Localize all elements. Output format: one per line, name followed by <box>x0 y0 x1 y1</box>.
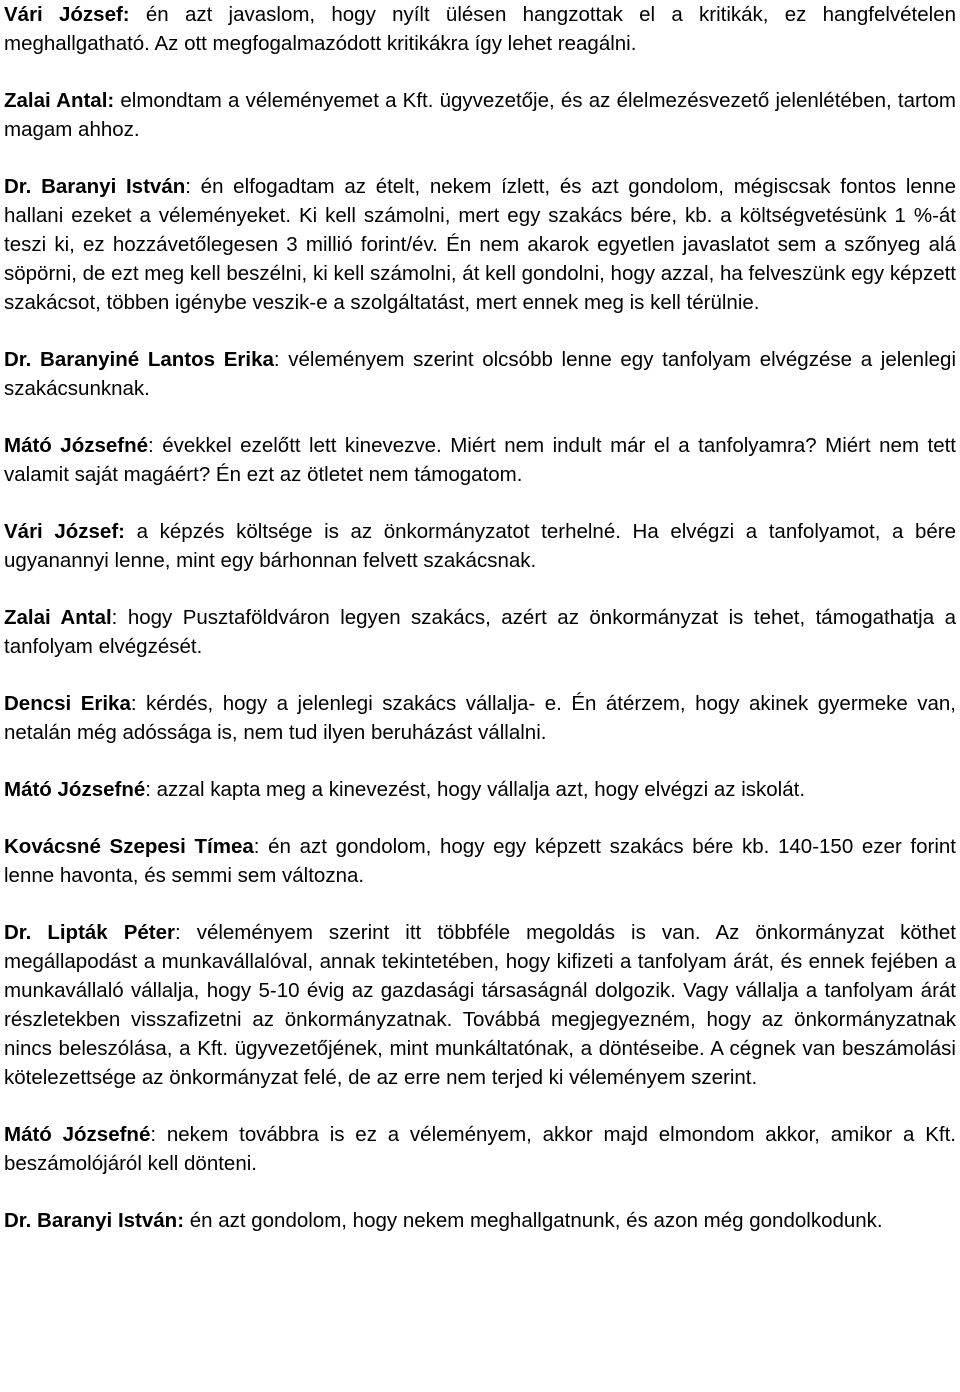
paragraph-text: a képzés költsége is az önkormányzatot terhelné. Ha elvégzi a tanfolyamot, a bére ugyanannyi lenne, mint egy bárhonnan felvett szakácsnak. <box>4 520 957 572</box>
paragraph <box>4 918 956 1092</box>
paragraph-text: : véleményem szerint itt többféle megoldás is van. Az önkormányzat köthet megállapodást a munkavállalóval, annak tekintetében, hogy kifizeti a tanfolyam árát, és ennek fejében a munkavállaló vállalja, hogy 5-10 évig az gazdasági társaságnál dolgozik. Vagy vállalja a tanfolyam árát részletekben visszafizetni az önkormányzatnak. Továbbá megjegyezném, hogy az önkormányzatnak nincs beleszólása, a Kft. ügyvezetőjének, mint munkáltatónak, a döntéseibe. A cégnek van beszámolási kötelezettsége az önkormányzat felé, de az erre nem terjed ki véleményem szerint. <box>4 921 956 1089</box>
paragraph <box>4 86 956 144</box>
speaker-name: Dr. Lipták Péter <box>4 921 175 944</box>
paragraph-text: : azzal kapta meg a kinevezést, hogy vállalja azt, hogy elvégzi az iskolát. <box>145 778 806 801</box>
speaker-name: Dr. Baranyi István <box>4 175 186 198</box>
paragraph <box>4 689 956 747</box>
speaker-name: Dr. Baranyi István: <box>4 1209 185 1232</box>
paragraph <box>4 1206 956 1235</box>
paragraph-text: : én elfogadtam az ételt, nekem ízlett, és azt gondolom, mégiscsak fontos lenne hallani ezeket a véleményeket. Ki kell számolni, mert egy szakács bére, kb. a költségvetésünk 1 %-át teszi ki, ez hozzávetőlegesen 3 millió forint/év. Én nem akarok egyetlen javaslatot sem a szőnyeg alá söpörni, de ezt meg kell beszélni, ki kell számolni, át kell gondolni, hogy azzal, ha felveszünk egy képzett szakácsot, többen igénybe veszik-e a szolgáltatást, mert ennek meg is kell térülnie. <box>4 175 956 314</box>
paragraph-text: én azt javaslom, hogy nyílt ülésen hangzottak el a kritikák, ez hangfelvételen meghallgatható. Az ott megfogalmazódott kritikákra így lehet reagálni. <box>4 3 957 55</box>
speaker-name: Mátó Józsefné <box>4 1123 151 1146</box>
paragraph-text: : én azt gondolom, hogy egy képzett szakács bére kb. 140-150 ezer forint lenne havonta, és semmi sem változna. <box>4 835 957 887</box>
speaker-name: Mátó Józsefné <box>4 778 146 801</box>
paragraph-text: : évekkel ezelőtt lett kinevezve. Miért nem indult már el a tanfolyamra? Miért nem tett valamit saját magáért? Én ezt az ötletet nem támogatom. <box>4 434 956 486</box>
speaker-name: Dr. Baranyiné Lantos Erika <box>4 348 274 371</box>
speaker-name: Vári József: <box>4 3 130 26</box>
paragraph-text: elmondtam a véleményemet a Kft. ügyvezetője, és az élelmezésvezető jelenlétében, tartom magam ahhoz. <box>4 89 956 141</box>
paragraph-text: : kérdés, hogy a jelenlegi szakács vállalja- e. Én átérzem, hogy akinek gyermeke van, netalán még adóssága is, nem tud ilyen beruházást vállalni. <box>4 692 956 744</box>
paragraph <box>4 775 956 804</box>
paragraph <box>4 1120 956 1178</box>
speaker-name: Dencsi Erika <box>4 692 131 715</box>
paragraph <box>4 345 956 403</box>
paragraph <box>4 603 956 661</box>
paragraph-text: : véleményem szerint olcsóbb lenne egy tanfolyam elvégzése a jelenlegi szakácsunknak. <box>4 348 956 400</box>
speaker-name: Zalai Antal <box>4 606 112 629</box>
document-page <box>4 0 956 1263</box>
speaker-name: Mátó Józsefné <box>4 434 149 457</box>
paragraph <box>4 517 956 575</box>
paragraph <box>4 172 956 317</box>
paragraph-text: én azt gondolom, hogy nekem meghallgatnunk, és azon még gondolkodunk. <box>184 1209 883 1232</box>
paragraph <box>4 832 956 890</box>
paragraph-text: : nekem továbbra is ez a véleményem, akkor majd elmondom akkor, amikor a Kft. beszámolójáról kell dönteni. <box>4 1123 956 1175</box>
paragraph <box>4 431 956 489</box>
speaker-name: Kovácsné Szepesi Tímea <box>4 835 254 858</box>
paragraph-text: : hogy Pusztaföldváron legyen szakács, azért az önkormányzat is tehet, támogathatja a tanfolyam elvégzését. <box>4 606 956 658</box>
paragraph <box>4 0 956 58</box>
speaker-name: Vári József: <box>4 520 125 543</box>
speaker-name: Zalai Antal: <box>4 89 115 112</box>
